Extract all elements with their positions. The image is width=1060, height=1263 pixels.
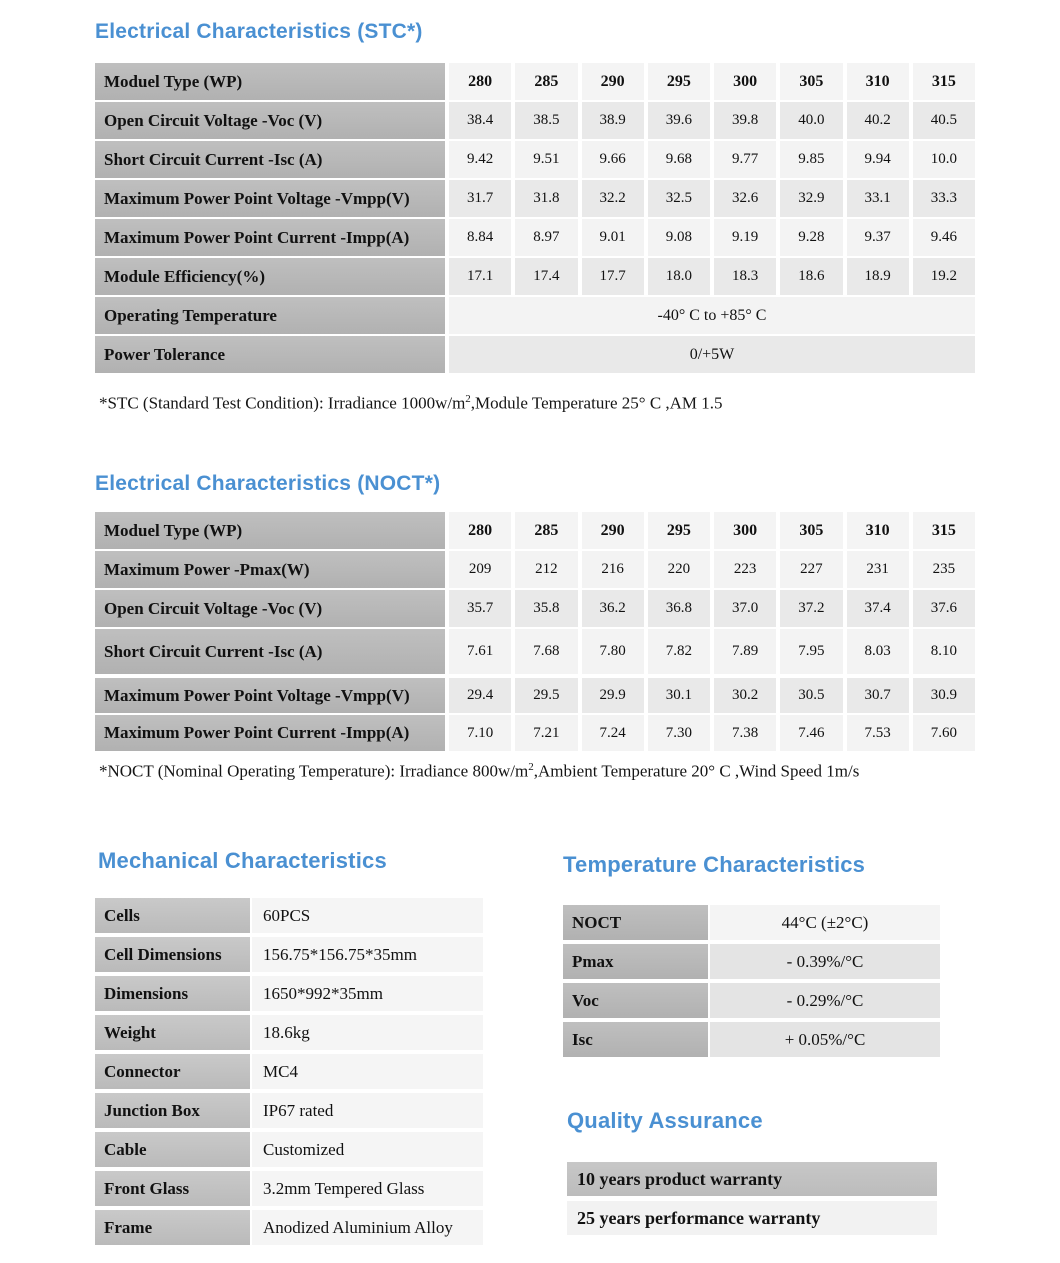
mechanical-table xyxy=(95,898,483,1249)
module-type-value: 290 xyxy=(582,512,644,549)
cell-value: 8.97 xyxy=(515,219,577,256)
stc-row-vmpp xyxy=(95,180,975,217)
cell-value: 38.4 xyxy=(449,102,511,139)
warranty-item-performance: 25 years performance warranty xyxy=(567,1201,937,1235)
cell-value: 9.19 xyxy=(714,219,776,256)
cell-value: 18.9 xyxy=(847,258,909,295)
cell-value: 17.7 xyxy=(582,258,644,295)
noct-table xyxy=(95,512,975,753)
cell-value: 33.3 xyxy=(913,180,975,217)
cell-value: 7.46 xyxy=(780,715,842,751)
cell-value: 38.5 xyxy=(515,102,577,139)
stc-footnote-text: *STC (Standard Test Condition): Irradiance 1000w/m xyxy=(99,393,466,413)
module-type-value: 310 xyxy=(847,512,909,549)
module-type-value: 305 xyxy=(780,63,842,100)
cell-value: 40.5 xyxy=(913,102,975,139)
noct-footnote xyxy=(99,761,859,782)
cell-value: 31.8 xyxy=(515,180,577,217)
stc-footnote-text: ,Module Temperature 25° C ,AM 1.5 xyxy=(470,393,723,413)
noct-footnote-text: ,Ambient Temperature 20° C ,Wind Speed 1m/s xyxy=(533,761,860,781)
cell-value: 29.4 xyxy=(449,678,511,713)
module-type-value: 285 xyxy=(515,63,577,100)
cell-value: 3.2mm Tempered Glass xyxy=(252,1171,483,1206)
cell-value: 212 xyxy=(515,551,577,588)
row-label: Module Efficiency(%) xyxy=(95,258,445,295)
cell-value: 17.1 xyxy=(449,258,511,295)
temp-row-voc xyxy=(563,983,940,1018)
cell-value: 30.2 xyxy=(714,678,776,713)
mech-row-weight xyxy=(95,1015,483,1050)
row-label: Isc xyxy=(563,1022,708,1057)
noct-header-label: Moduel Type (WP) xyxy=(95,512,445,549)
noct-row-pmax xyxy=(95,551,975,588)
cell-value: 30.5 xyxy=(780,678,842,713)
row-label: Junction Box xyxy=(95,1093,250,1128)
cell-value: - 0.39%/°C xyxy=(710,944,940,979)
module-type-value: 280 xyxy=(449,512,511,549)
module-type-value: 285 xyxy=(515,512,577,549)
module-type-value: 295 xyxy=(648,63,710,100)
noct-row-impp xyxy=(95,715,975,751)
stc-table xyxy=(95,63,975,375)
cell-value: 231 xyxy=(847,551,909,588)
mech-row-cable xyxy=(95,1132,483,1167)
quality-assurance-list xyxy=(567,1162,937,1240)
cell-value: 9.51 xyxy=(515,141,577,178)
row-label: Voc xyxy=(563,983,708,1018)
cell-value: 9.85 xyxy=(780,141,842,178)
cell-value: 30.1 xyxy=(648,678,710,713)
module-type-value: 280 xyxy=(449,63,511,100)
cell-value: 31.7 xyxy=(449,180,511,217)
module-type-value: 315 xyxy=(913,512,975,549)
stc-footnote xyxy=(99,393,723,414)
cell-value: 10.0 xyxy=(913,141,975,178)
noct-footnote-text: *NOCT (Nominal Operating Temperature): Irradiance 800w/m xyxy=(99,761,529,781)
cell-value: 32.5 xyxy=(648,180,710,217)
stc-section-title: Electrical Characteristics (STC*) xyxy=(95,20,423,43)
mech-row-connector xyxy=(95,1054,483,1089)
stc-header-row xyxy=(95,63,975,100)
row-label: Maximum Power -Pmax(W) xyxy=(95,551,445,588)
cell-value: 36.8 xyxy=(648,590,710,627)
stc-row-impp xyxy=(95,219,975,256)
cell-value: 216 xyxy=(582,551,644,588)
operating-temperature-value: -40° C to +85° C xyxy=(449,297,975,334)
row-label: Power Tolerance xyxy=(95,336,445,373)
cell-value: 40.2 xyxy=(847,102,909,139)
module-type-value: 300 xyxy=(714,512,776,549)
cell-value: 7.10 xyxy=(449,715,511,751)
module-type-value: 295 xyxy=(648,512,710,549)
cell-value: 1650*992*35mm xyxy=(252,976,483,1011)
row-label: Cable xyxy=(95,1132,250,1167)
row-label: Connector xyxy=(95,1054,250,1089)
power-tolerance-value: 0/+5W xyxy=(449,336,975,373)
stc-row-isc xyxy=(95,141,975,178)
cell-value: 17.4 xyxy=(515,258,577,295)
cell-value: 35.7 xyxy=(449,590,511,627)
cell-value: IP67 rated xyxy=(252,1093,483,1128)
noct-section-title: Electrical Characteristics (NOCT*) xyxy=(95,472,441,495)
noct-row-vmpp xyxy=(95,678,975,713)
cell-value: 223 xyxy=(714,551,776,588)
module-type-value: 305 xyxy=(780,512,842,549)
noct-footnote-superscript: 2 xyxy=(528,761,534,773)
row-label: Front Glass xyxy=(95,1171,250,1206)
row-label: Dimensions xyxy=(95,976,250,1011)
stc-footnote-superscript: 2 xyxy=(465,393,471,405)
warranty-item-product: 10 years product warranty xyxy=(567,1162,937,1196)
mech-row-dimensions xyxy=(95,976,483,1011)
cell-value: 18.6kg xyxy=(252,1015,483,1050)
temperature-section-title: Temperature Characteristics xyxy=(563,852,866,877)
row-label: Operating Temperature xyxy=(95,297,445,334)
cell-value: 40.0 xyxy=(780,102,842,139)
cell-value: 39.6 xyxy=(648,102,710,139)
cell-value: 220 xyxy=(648,551,710,588)
cell-value: 9.01 xyxy=(582,219,644,256)
cell-value: 7.38 xyxy=(714,715,776,751)
cell-value: 9.77 xyxy=(714,141,776,178)
cell-value: Customized xyxy=(252,1132,483,1167)
noct-header-row xyxy=(95,512,975,549)
row-label: Pmax xyxy=(563,944,708,979)
cell-value: 60PCS xyxy=(252,898,483,933)
stc-row-efficiency xyxy=(95,258,975,295)
cell-value: 35.8 xyxy=(515,590,577,627)
row-label: Short Circuit Current -Isc (A) xyxy=(95,629,445,674)
mech-row-junction-box xyxy=(95,1093,483,1128)
cell-value: 29.9 xyxy=(582,678,644,713)
cell-value: 18.3 xyxy=(714,258,776,295)
cell-value: 209 xyxy=(449,551,511,588)
temp-row-noct xyxy=(563,905,940,940)
module-type-value: 315 xyxy=(913,63,975,100)
cell-value: 8.84 xyxy=(449,219,511,256)
cell-value: 38.9 xyxy=(582,102,644,139)
cell-value: + 0.05%/°C xyxy=(710,1022,940,1057)
cell-value: 9.08 xyxy=(648,219,710,256)
row-label: Cells xyxy=(95,898,250,933)
cell-value: 227 xyxy=(780,551,842,588)
cell-value: 7.24 xyxy=(582,715,644,751)
cell-value: 7.89 xyxy=(714,629,776,674)
cell-value: 9.94 xyxy=(847,141,909,178)
cell-value: 7.53 xyxy=(847,715,909,751)
cell-value: 9.28 xyxy=(780,219,842,256)
cell-value: 9.37 xyxy=(847,219,909,256)
row-label: Maximum Power Point Current -Impp(A) xyxy=(95,715,445,751)
row-label: NOCT xyxy=(563,905,708,940)
cell-value: 7.95 xyxy=(780,629,842,674)
cell-value: 8.03 xyxy=(847,629,909,674)
mech-row-front-glass xyxy=(95,1171,483,1206)
cell-value: 9.66 xyxy=(582,141,644,178)
cell-value: 7.60 xyxy=(913,715,975,751)
mech-row-cells xyxy=(95,898,483,933)
cell-value: 9.68 xyxy=(648,141,710,178)
cell-value: MC4 xyxy=(252,1054,483,1089)
module-type-value: 290 xyxy=(582,63,644,100)
mech-row-cell-dimensions xyxy=(95,937,483,972)
row-label: Frame xyxy=(95,1210,250,1245)
mech-row-frame xyxy=(95,1210,483,1245)
cell-value: 32.6 xyxy=(714,180,776,217)
cell-value: - 0.29%/°C xyxy=(710,983,940,1018)
quality-section-title: Quality Assurance xyxy=(567,1108,763,1133)
row-label: Maximum Power Point Voltage -Vmpp(V) xyxy=(95,678,445,713)
cell-value: 7.21 xyxy=(515,715,577,751)
cell-value: 19.2 xyxy=(913,258,975,295)
cell-value: Anodized Aluminium Alloy xyxy=(252,1210,483,1245)
stc-row-operating-temperature xyxy=(95,297,975,334)
stc-header-label: Moduel Type (WP) xyxy=(95,63,445,100)
temp-row-pmax xyxy=(563,944,940,979)
cell-value: 33.1 xyxy=(847,180,909,217)
cell-value: 32.2 xyxy=(582,180,644,217)
module-type-value: 300 xyxy=(714,63,776,100)
module-type-value: 310 xyxy=(847,63,909,100)
cell-value: 7.68 xyxy=(515,629,577,674)
temp-row-isc xyxy=(563,1022,940,1057)
row-label: Maximum Power Point Voltage -Vmpp(V) xyxy=(95,180,445,217)
stc-row-voc xyxy=(95,102,975,139)
cell-value: 8.10 xyxy=(913,629,975,674)
row-label: Short Circuit Current -Isc (A) xyxy=(95,141,445,178)
cell-value: 9.42 xyxy=(449,141,511,178)
cell-value: 7.61 xyxy=(449,629,511,674)
cell-value: 30.9 xyxy=(913,678,975,713)
cell-value: 39.8 xyxy=(714,102,776,139)
cell-value: 7.82 xyxy=(648,629,710,674)
row-label: Weight xyxy=(95,1015,250,1050)
row-label: Maximum Power Point Current -Impp(A) xyxy=(95,219,445,256)
cell-value: 30.7 xyxy=(847,678,909,713)
mechanical-section-title: Mechanical Characteristics xyxy=(98,848,387,873)
cell-value: 235 xyxy=(913,551,975,588)
cell-value: 36.2 xyxy=(582,590,644,627)
noct-row-isc xyxy=(95,629,975,674)
stc-row-power-tolerance xyxy=(95,336,975,373)
cell-value: 18.6 xyxy=(780,258,842,295)
cell-value: 37.6 xyxy=(913,590,975,627)
cell-value: 7.30 xyxy=(648,715,710,751)
cell-value: 7.80 xyxy=(582,629,644,674)
noct-row-voc xyxy=(95,590,975,627)
row-label: Open Circuit Voltage -Voc (V) xyxy=(95,102,445,139)
cell-value: 156.75*156.75*35mm xyxy=(252,937,483,972)
cell-value: 9.46 xyxy=(913,219,975,256)
cell-value: 29.5 xyxy=(515,678,577,713)
cell-value: 44°C (±2°C) xyxy=(710,905,940,940)
cell-value: 37.4 xyxy=(847,590,909,627)
cell-value: 32.9 xyxy=(780,180,842,217)
row-label: Open Circuit Voltage -Voc (V) xyxy=(95,590,445,627)
cell-value: 18.0 xyxy=(648,258,710,295)
cell-value: 37.0 xyxy=(714,590,776,627)
temperature-table xyxy=(563,905,940,1061)
cell-value: 37.2 xyxy=(780,590,842,627)
row-label: Cell Dimensions xyxy=(95,937,250,972)
